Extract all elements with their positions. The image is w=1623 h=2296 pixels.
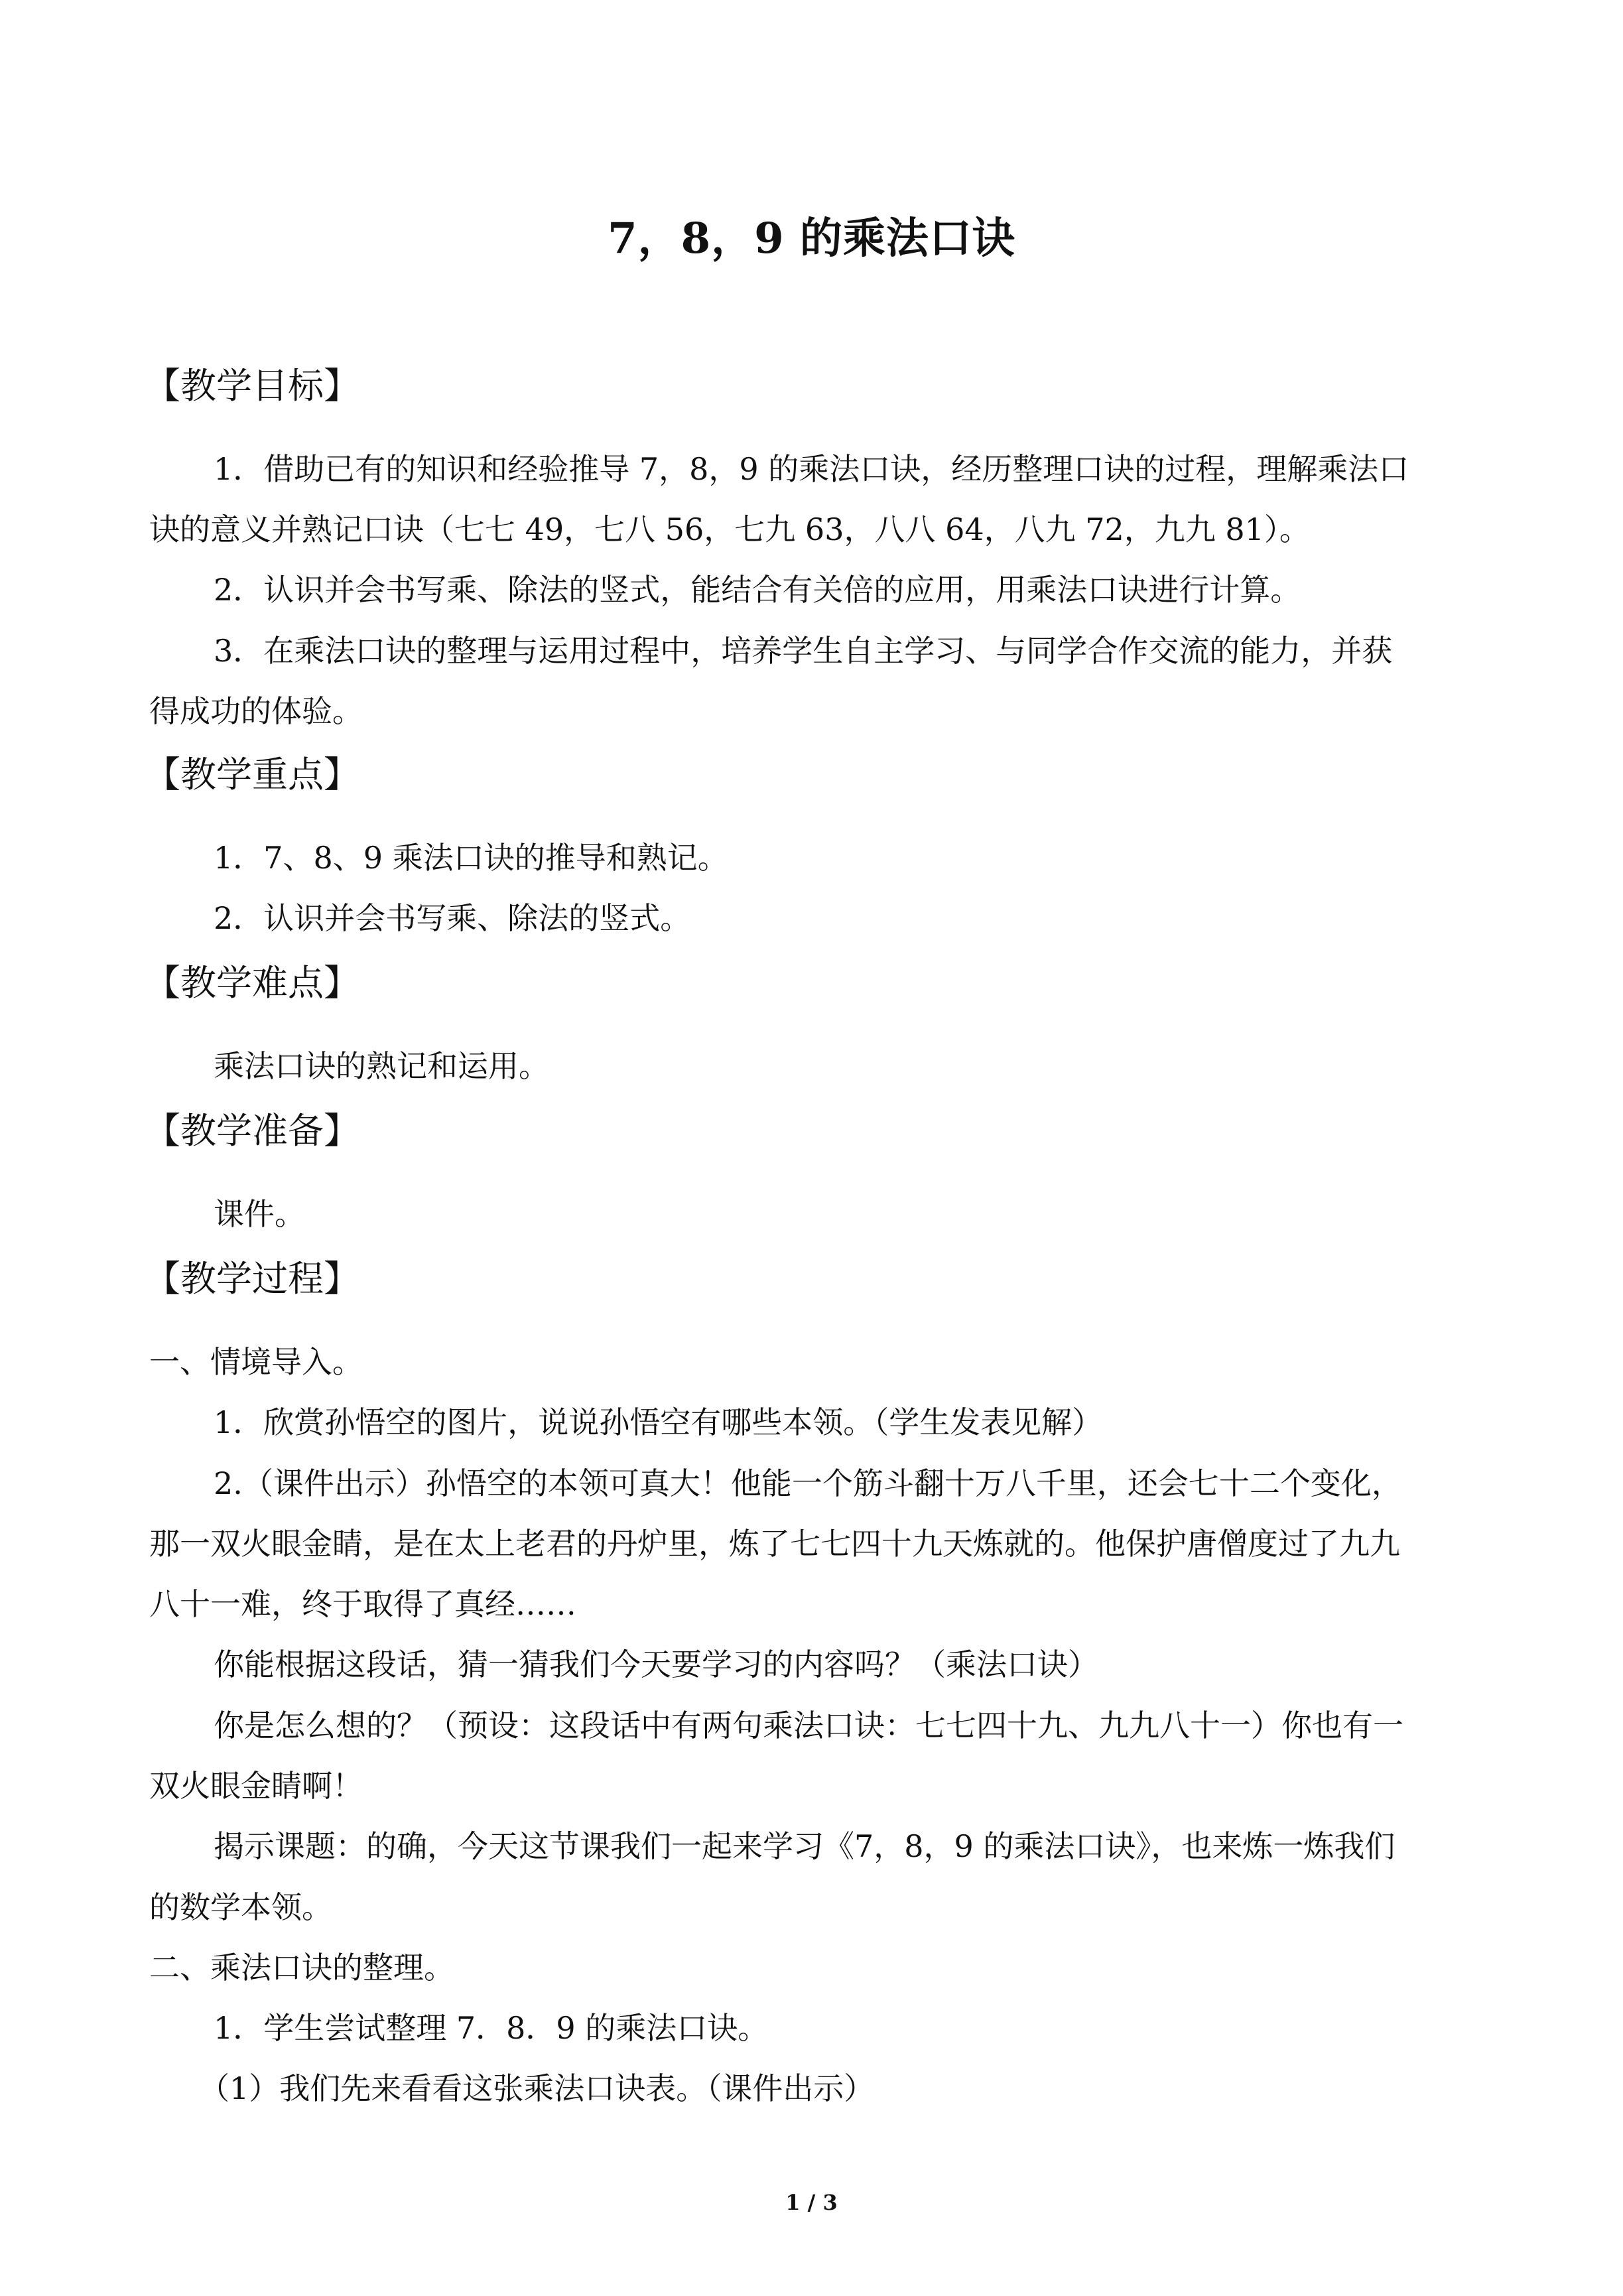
objective-line-3: 2．认识并会书写乘、除法的竖式，能结合有关倍的应用，用乘法口诀进行计算。 xyxy=(214,572,1301,608)
objective-line-5: 得成功的体验。 xyxy=(149,693,363,729)
objective-line-2: 诀的意义并熟记口诀（七七 49，七八 56，七九 63，八八 64，八九 72，九九 81）。 xyxy=(149,511,1310,547)
process-line-2: 1．欣赏孙悟空的图片，说说孙悟空有哪些本领。（学生发表见解） xyxy=(214,1404,1103,1440)
heading-difficulties: 【教学难点】 xyxy=(145,962,359,1004)
heading-objectives: 【教学目标】 xyxy=(145,365,359,407)
process-line-7: 你是怎么想的？（预设：这段话中有两句乘法口诀：七七四十九、九九八十一）你也有一 xyxy=(214,1708,1403,1743)
objective-line-1: 1．借助已有的知识和经验推导 7，8，9 的乘法口诀，经历整理口诀的过程，理解乘法口 xyxy=(214,451,1409,487)
key-point-line-1: 1．7、8、9 乘法口诀的推导和熟记。 xyxy=(214,840,728,876)
document-title: 7，8，9 的乘法口诀 xyxy=(608,214,1015,263)
process-line-11: 二、乘法口诀的整理。 xyxy=(149,1950,454,1986)
preparation-line-1: 课件。 xyxy=(214,1196,305,1232)
heading-process: 【教学过程】 xyxy=(145,1258,359,1300)
process-line-3: 2.（课件出示）孙悟空的本领可真大！他能一个筋斗翻十万八千里，还会七十二个变化， xyxy=(214,1465,1402,1501)
process-line-4: 那一双火眼金睛，是在太上老君的丹炉里，炼了七七四十九天炼就的。他保护唐僧度过了九九 xyxy=(149,1526,1400,1562)
process-line-9: 揭示课题：的确，今天这节课我们一起来学习《7，8，9 的乘法口诀》，也来炼一炼我们 xyxy=(214,1828,1396,1864)
process-line-10: 的数学本领。 xyxy=(149,1889,332,1925)
process-line-1: 一、情境导入。 xyxy=(149,1344,363,1380)
heading-key-points: 【教学重点】 xyxy=(145,754,359,795)
difficulty-line-1: 乘法口诀的熟记和运用。 xyxy=(214,1048,549,1084)
process-line-8: 双火眼金睛啊！ xyxy=(149,1768,363,1804)
process-line-6: 你能根据这段话，猜一猜我们今天要学习的内容吗？（乘法口诀） xyxy=(214,1647,1098,1682)
process-line-12: 1．学生尝试整理 7．8．9 的乘法口诀。 xyxy=(214,2010,769,2046)
heading-preparation: 【教学准备】 xyxy=(145,1110,359,1152)
key-point-line-2: 2．认识并会书写乘、除法的竖式。 xyxy=(214,900,691,936)
objective-line-4: 3．在乘法口诀的整理与运用过程中，培养学生自主学习、与同学合作交流的能力，并获 xyxy=(214,633,1393,669)
page-number: 1 / 3 xyxy=(785,2190,838,2215)
process-line-5: 八十一难，终于取得了真经…… xyxy=(149,1586,576,1622)
process-line-13: （1）我们先来看看这张乘法口诀表。（课件出示） xyxy=(199,2070,875,2106)
